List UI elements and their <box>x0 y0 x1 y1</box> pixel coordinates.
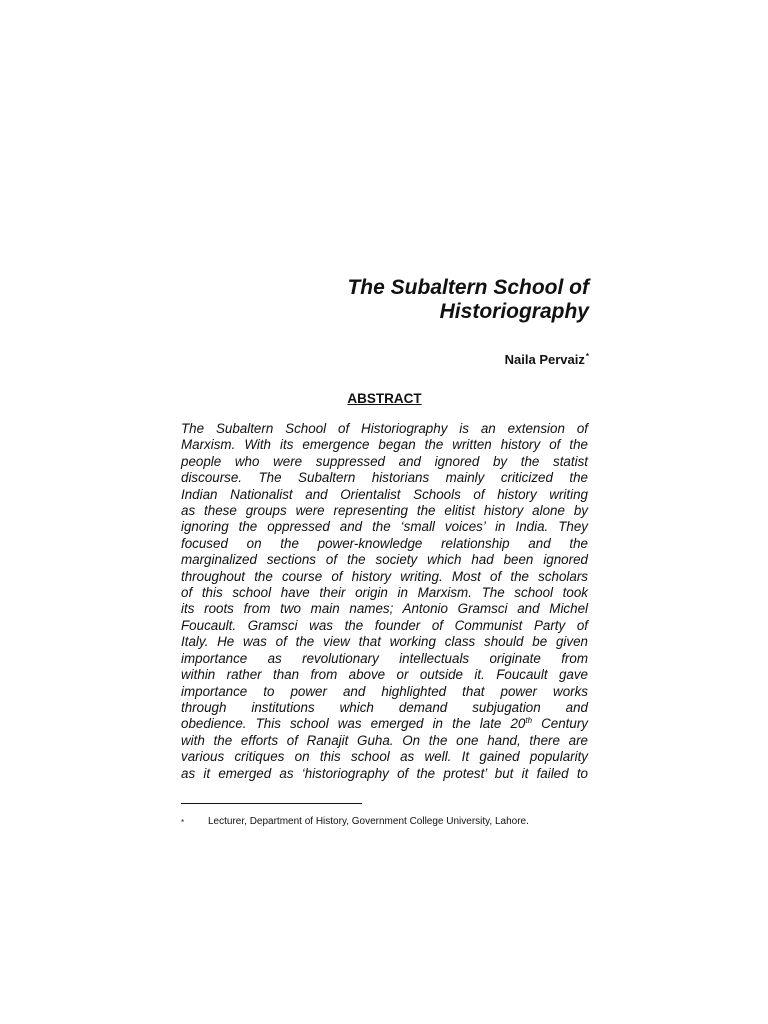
abstract-line-segment: Century <box>532 716 588 732</box>
abstract-line: as these groups were representing the elitist history alone by <box>181 503 588 519</box>
abstract-heading <box>181 391 588 407</box>
abstract-line: importance as revolutionary intellectuals originate from <box>181 650 588 666</box>
abstract-line: Indian Nationalist and Orientalist Schools of history writing <box>181 486 588 502</box>
abstract-line: importance to power and highlighted that power works <box>181 683 588 699</box>
footnote-text: Lecturer, Department of History, Government College University, Lahore. <box>208 816 529 827</box>
ordinal-superscript: th <box>525 716 533 726</box>
abstract-line: marginalized sections of the society which had been ignored <box>181 552 588 568</box>
abstract-line: its roots from two main names; Antonio Gramsci and Michel <box>181 601 588 617</box>
abstract-body <box>181 421 588 782</box>
abstract-line: various critiques on this school as well. It gained popularity <box>181 749 588 765</box>
abstract-line: Foucault. Gramsci was the founder of Communist Party of <box>181 617 588 633</box>
author-footnote-marker: * <box>585 352 589 361</box>
abstract-line-with-superscript <box>181 716 588 732</box>
footnote-separator <box>181 803 362 804</box>
abstract-line: The Subaltern School of Historiography is an extension of <box>181 421 588 436</box>
abstract-line: focused on the power-knowledge relationship and the <box>181 535 588 551</box>
abstract-line: within rather than from above or outside it. Foucault gave <box>181 667 588 683</box>
footnote-marker: * <box>181 818 185 827</box>
abstract-line: Marxism. With its emergence began the written history of the <box>181 437 588 453</box>
abstract-line: Italy. He was of the view that working class should be given <box>181 634 588 650</box>
abstract-line: ignoring the oppressed and the ‘small voices’ in India. They <box>181 519 588 535</box>
abstract-line: with the efforts of Ranajit Guha. On the one hand, there are <box>181 732 588 748</box>
abstract-heading-text: ABSTRACT <box>347 391 422 406</box>
abstract-line: through institutions which demand subjugation and <box>181 699 588 715</box>
paper-title <box>300 276 589 324</box>
author-byline <box>400 352 589 368</box>
abstract-line: of this school have their origin in Marxism. The school took <box>181 585 588 601</box>
abstract-line: discourse. The Subaltern historians mainly criticized the <box>181 470 588 486</box>
paper-title-line-2: Historiography <box>439 300 589 323</box>
abstract-line-segment: obedience. This school was emerged in the late 20 <box>181 716 526 732</box>
abstract-line: people who were suppressed and ignored by the statist <box>181 453 588 469</box>
abstract-line: as it emerged as ‘historiography of the protest’ but it failed to <box>181 765 588 781</box>
author-name: Naila Pervaiz <box>504 352 585 367</box>
abstract-line: throughout the course of history writing. Most of the scholars <box>181 568 588 584</box>
paper-title-line-1: The Subaltern School of <box>347 276 589 299</box>
